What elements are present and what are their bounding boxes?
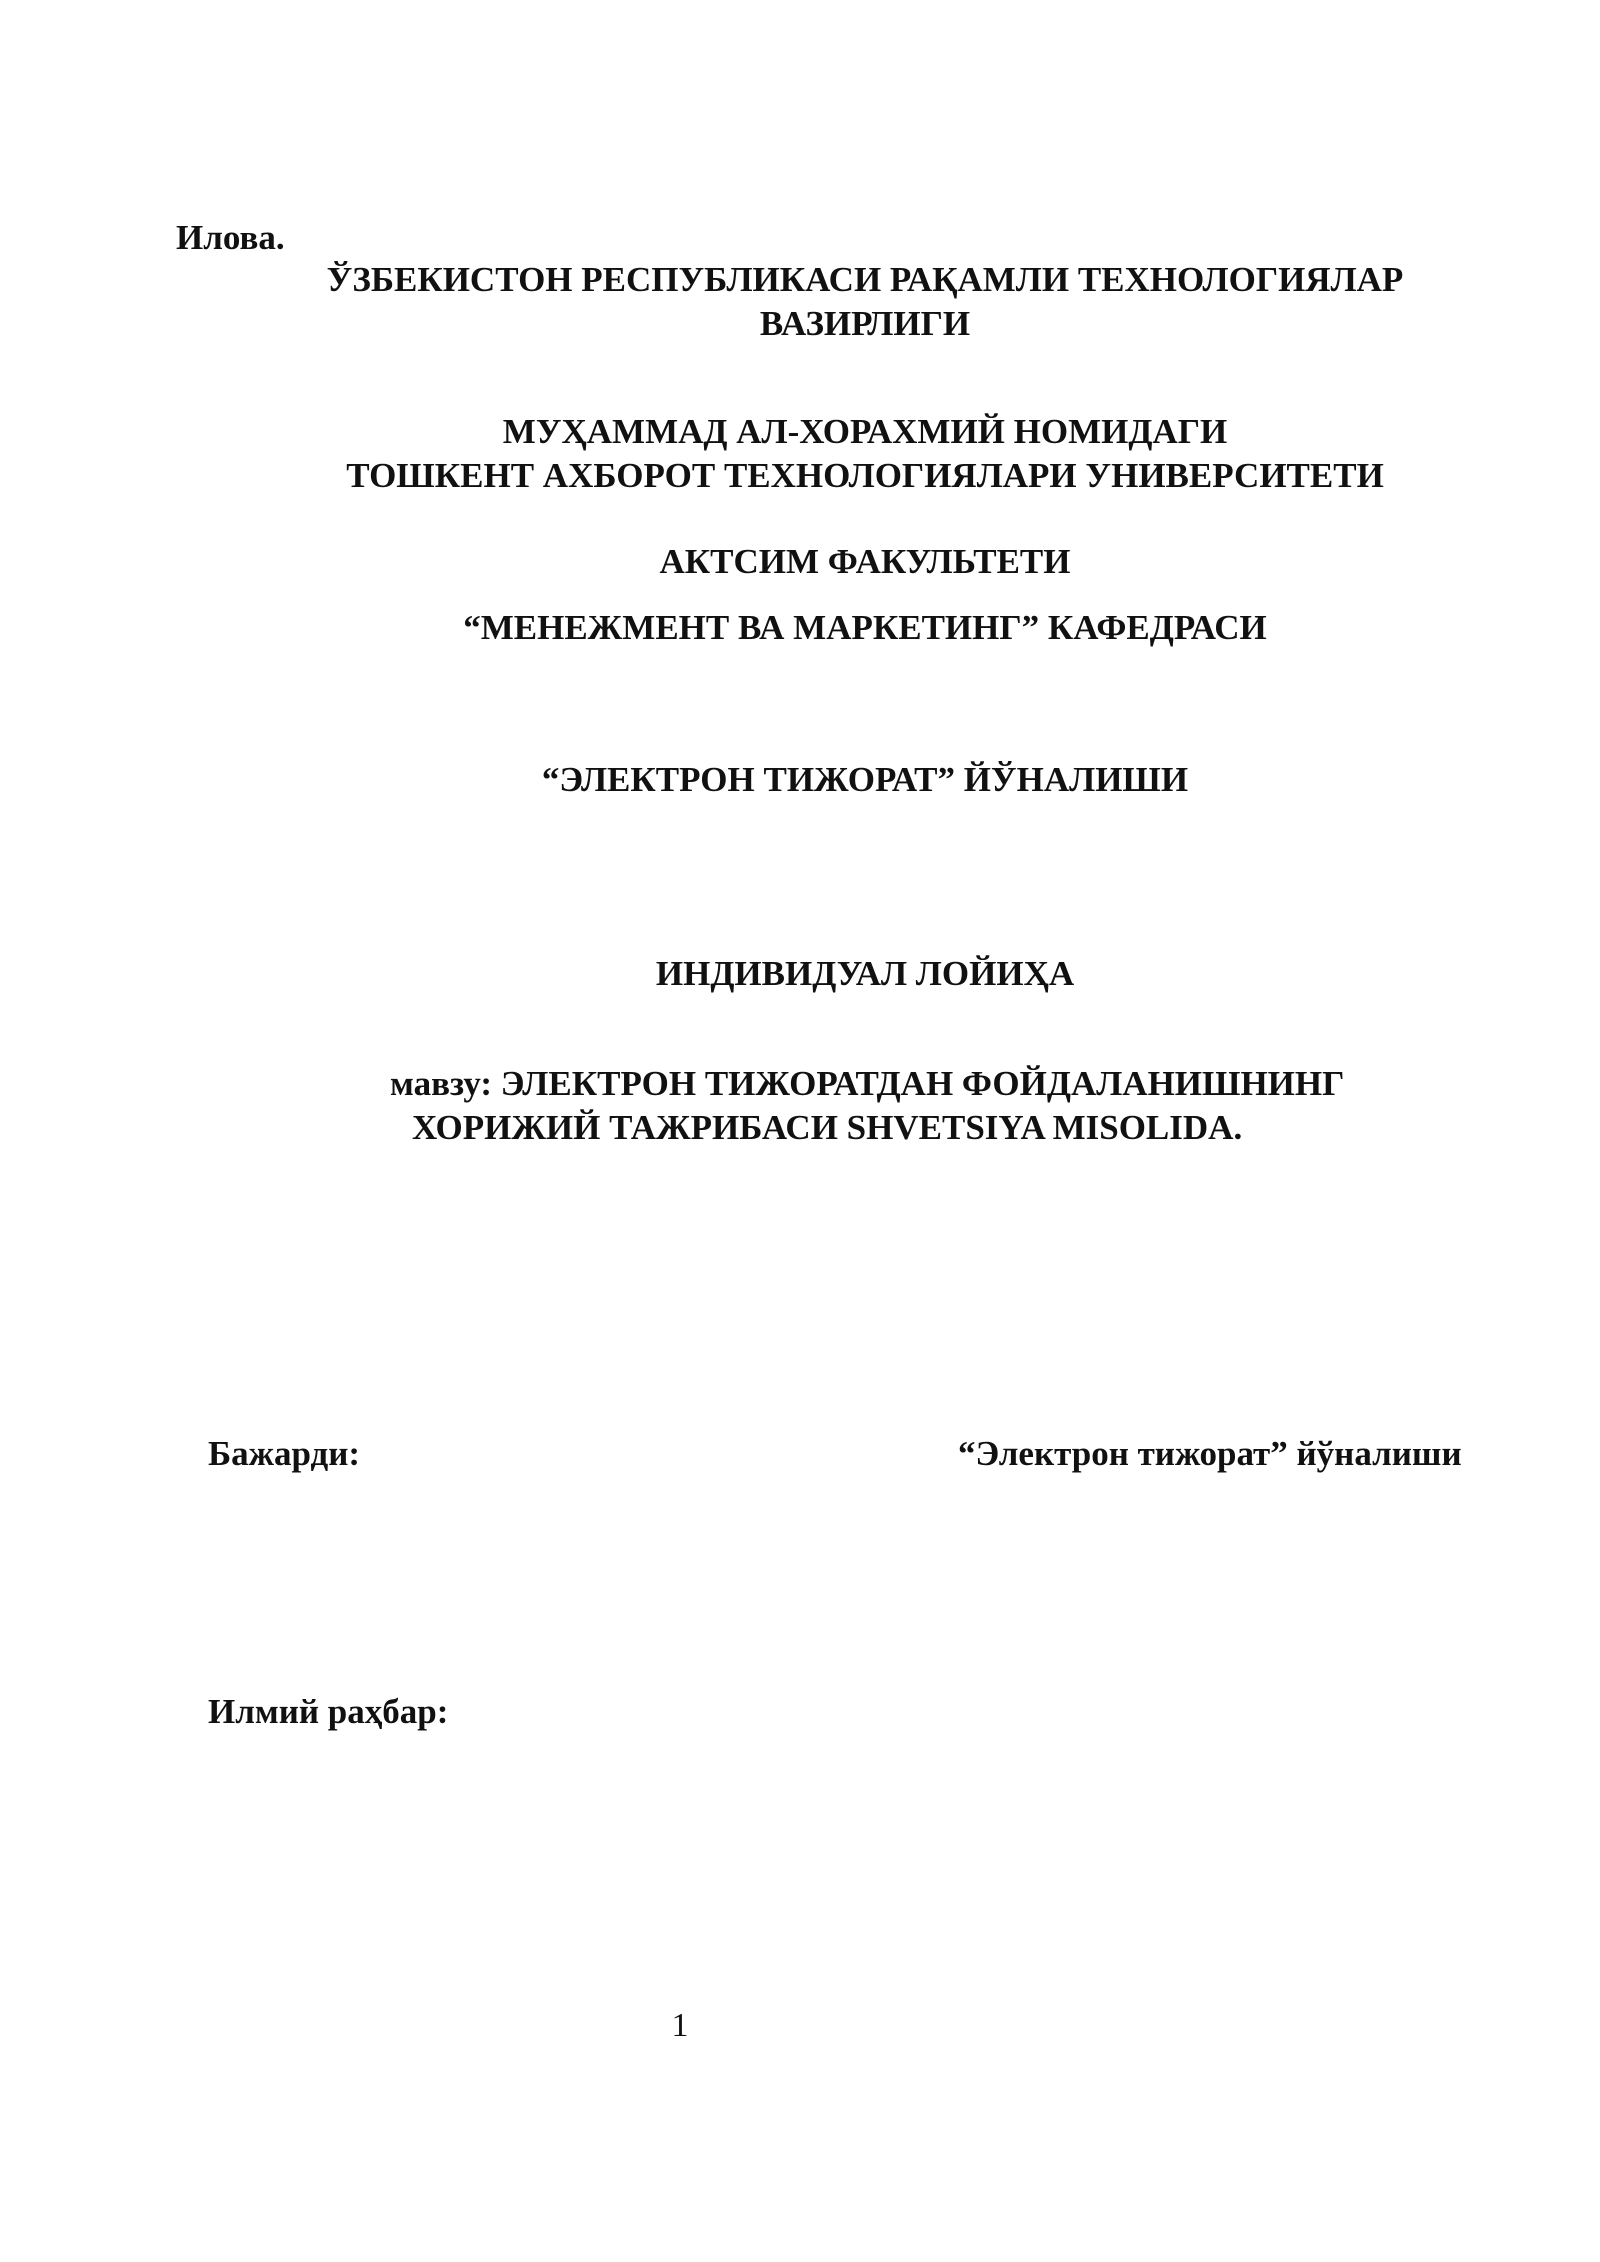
performed-by-label: Бажарди: <box>208 1434 361 1473</box>
topic-line-2: ХОРИЖИЙ ТАЖРИБАСИ SHVETSIYA MISOLIDA. <box>412 1108 1243 1147</box>
document-type-title: ИНДИВИДУАЛ ЛОЙИҲА <box>655 954 1075 993</box>
ministry-line-1: ЎЗБЕКИСТОН РЕСПУБЛИКАСИ РАҚАМЛИ ТЕХНОЛОГИЯЛАР <box>326 260 1404 299</box>
topic-line-1: мавзу: ЭЛЕКТРОН ТИЖОРАТДАН ФОЙДАЛАНИШНИНГ <box>390 1064 1345 1103</box>
direction-title: “ЭЛЕКТРОН ТИЖОРАТ” ЙЎНАЛИШИ <box>541 760 1189 799</box>
faculty-title: АКТСИМ ФАКУЛЬТЕТИ <box>659 542 1071 581</box>
supervisor-label: Илмий раҳбар: <box>208 1692 449 1731</box>
university-line-1: МУҲАММАД АЛ-ХОРАХМИЙ НОМИДАГИ <box>502 412 1228 451</box>
department-title: “МЕНЕЖМЕНТ ВА МАРКЕТИНГ” КАФЕДРАСИ <box>463 608 1267 647</box>
university-line-2: ТОШКЕНТ АХБОРОТ ТЕХНОЛОГИЯЛАРИ УНИВЕРСИТЕТИ <box>346 456 1384 495</box>
ministry-line-2: ВАЗИРЛИГИ <box>759 304 971 343</box>
performed-by-value: “Электрон тижорат” йўналиши <box>958 1434 1462 1473</box>
page-number: 1 <box>671 2007 689 2044</box>
appendix-label: Илова. <box>176 218 285 257</box>
